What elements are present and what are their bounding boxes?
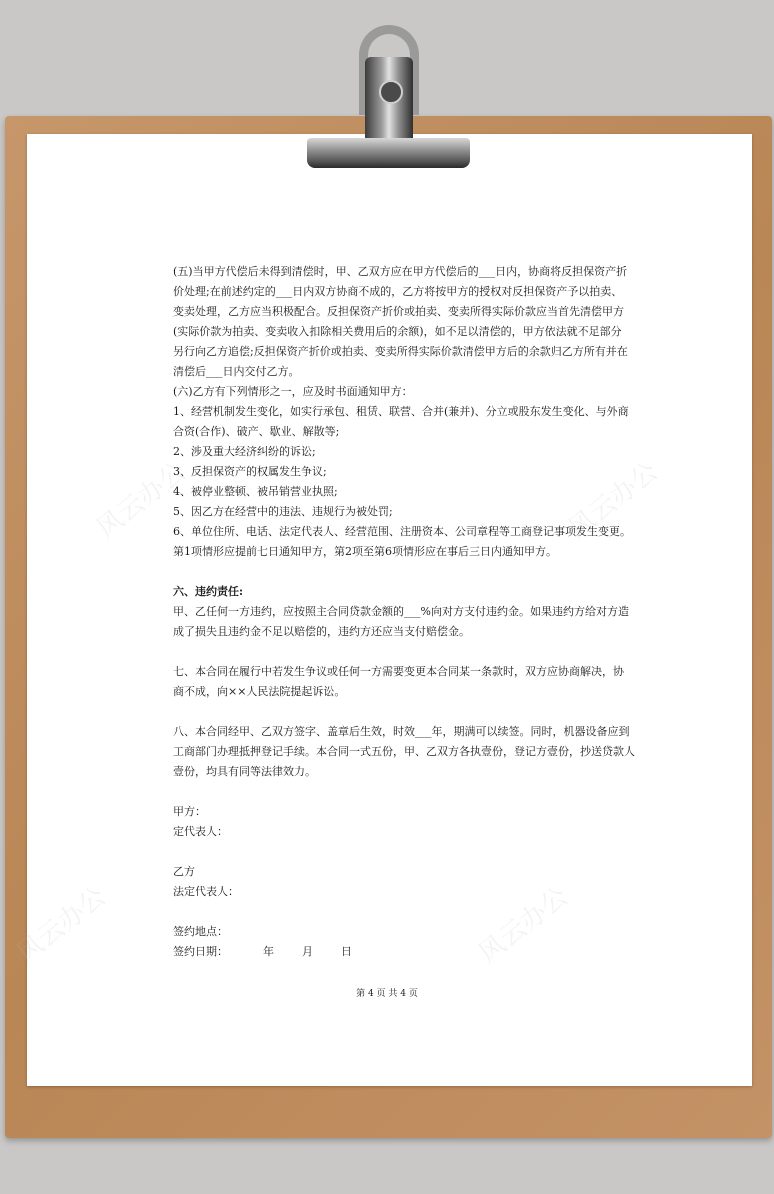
paragraph-line: 4、被停业整顿、被吊销营业执照; bbox=[173, 485, 338, 498]
paragraph-line: 工商部门办理抵押登记手续。本合同一式五份，甲、乙双方各执壹份，登记方壹份，抄送贷款人 bbox=[173, 745, 635, 758]
paragraph-line: 商不成，向××人民法院提起诉讼。 bbox=[173, 685, 346, 698]
watermark: 风云办公 bbox=[473, 881, 574, 970]
paragraph-line: 1、经营机制发生变化，如实行承包、租赁、联营、合并(兼并)、分立或股东发生变化、与外商 bbox=[173, 405, 629, 418]
party-a-representative-label: 定代表人： bbox=[173, 825, 228, 838]
paragraph-line: 5、因乙方在经营中的违法、违规行为被处罚; bbox=[173, 505, 393, 518]
paragraph-line: 另行向乙方追偿;反担保资产折价或拍卖、变卖所得实际价款清偿甲方后的余款归乙方所有并在 bbox=[173, 345, 628, 358]
paragraph-line: (六)乙方有下列情形之一，应及时书面通知甲方： bbox=[173, 385, 413, 398]
signing-place-label: 签约地点： bbox=[173, 925, 228, 938]
section-heading: 六、违约责任: bbox=[173, 585, 244, 598]
paragraph-line: 清偿后___日内交付乙方。 bbox=[173, 365, 300, 378]
paragraph-line: 壹份，均具有同等法律效力。 bbox=[173, 765, 316, 778]
party-b-representative-label: 法定代表人： bbox=[173, 885, 239, 898]
clip-hole bbox=[379, 80, 403, 104]
binder-clip bbox=[295, 25, 480, 180]
party-a-label: 甲方： bbox=[173, 805, 206, 818]
paragraph-line: 七、本合同在履行中若发生争议或任何一方需要变更本合同某一条款时，双方应协商解决，协 bbox=[173, 665, 624, 678]
paragraph-line: 甲、乙任何一方违约，应按照主合同贷款金额的___%向对方支付违约金。如果违约方给对方造 bbox=[173, 605, 629, 618]
paragraph-line: 成了损失且违约金不足以赔偿的，违约方还应当支付赔偿金。 bbox=[173, 625, 470, 638]
paragraph-line: 价处理;在前述约定的___日内双方协商不成的，乙方将按甲方的授权对反担保资产予以拍卖、 bbox=[173, 285, 623, 298]
paragraph-line: 6、单位住所、电话、法定代表人、经营范围、注册资本、公司章程等工商登记事项发生变更。 bbox=[173, 525, 631, 538]
paragraph-line: 第1项情形应提前七日通知甲方，第2项至第6项情形应在事后三日内通知甲方。 bbox=[173, 545, 557, 558]
paragraph-line: (实际价款为拍卖、变卖收入扣除相关费用后的余额)，如不足以清偿的，甲方依法就不足部分 bbox=[173, 325, 622, 338]
paragraph-line: 3、反担保资产的权属发生争议; bbox=[173, 465, 327, 478]
signing-date-label: 签约日期： 年 月 日 bbox=[173, 945, 352, 958]
paragraph-line: 八、本合同经甲、乙双方签字、盖章后生效，时效___年，期满可以续签。同时，机器设备应到 bbox=[173, 725, 630, 738]
watermark: 风云办公 bbox=[11, 881, 112, 970]
paragraph-line: 变卖处理，乙方应当积极配合。反担保资产折价或拍卖、变卖所得实际价款应当首先清偿甲方 bbox=[173, 305, 624, 318]
clip-jaw bbox=[307, 138, 470, 168]
paragraph-line: 合资(合作)、破产、歇业、解散等; bbox=[173, 425, 340, 438]
paragraph-line: (五)当甲方代偿后未得到清偿时，甲、乙双方应在甲方代偿后的___日内，协商将反担保资产折 bbox=[173, 265, 628, 278]
page-number: 第 4 页 共 4 页 bbox=[356, 989, 418, 999]
party-b-label: 乙方 bbox=[173, 865, 195, 878]
paragraph-line: 2、涉及重大经济纠纷的诉讼; bbox=[173, 445, 316, 458]
watermark: 风云办公 bbox=[91, 456, 192, 545]
watermark: 风云办公 bbox=[563, 456, 664, 545]
